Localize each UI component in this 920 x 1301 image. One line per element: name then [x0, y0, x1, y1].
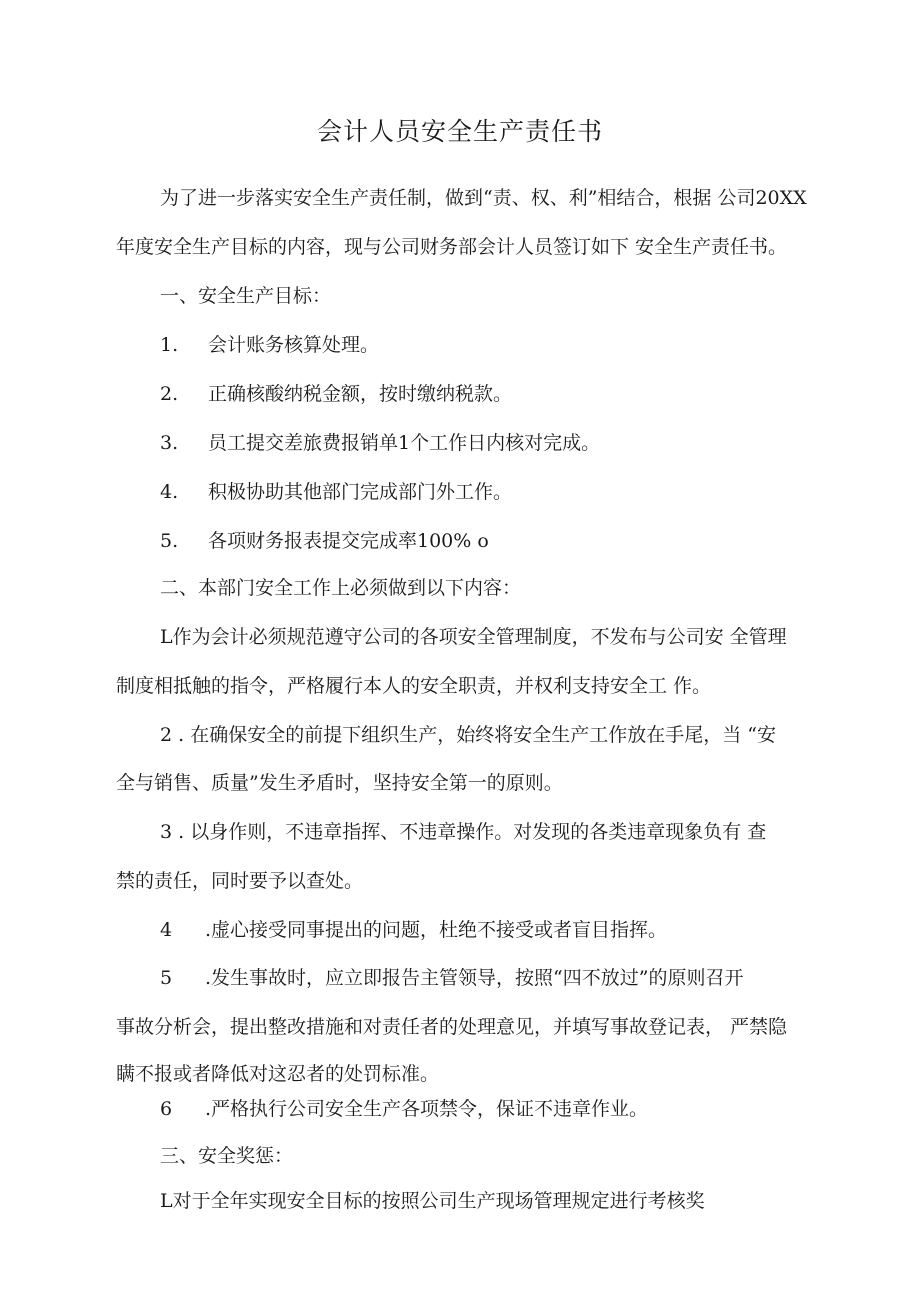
list-item-number: 2.: [160, 383, 179, 405]
section-2-paragraph-5-line-1: [160, 966, 743, 990]
list-item-number: 5.: [160, 530, 179, 552]
section-2-paragraph-3-line-1: 3 . 以身作则，不违章指挥、不违章操作。对发现的各类违章现象负有 查: [160, 821, 767, 843]
intro-line-2: 年度安全生产目标的内容，现与公司财务部会计人员签订如下 安全生产责任书。: [116, 236, 788, 258]
list-item-text: 正确核酸纳税金额，按时缴纳税款。: [208, 383, 513, 405]
paragraph-number: 6: [160, 1098, 173, 1120]
section-2-heading: 二、本部门安全工作上必须做到以下内容：: [160, 577, 522, 599]
section-2-paragraph-4: [160, 918, 667, 942]
paragraph-number: 5: [160, 967, 173, 989]
list-item-number: 3.: [160, 432, 179, 454]
intro-line-1: 为了进一步落实安全生产责任制，做到“责、权、利”相结合，根据 公司20XX: [160, 187, 807, 209]
section-3-paragraph-1-line-1: L对于全年实现安全目标的按照公司生产现场管理规定进行考核奖: [160, 1190, 705, 1212]
paragraph-text: .虚心接受同事提出的问题，杜绝不接受或者盲目指挥。: [205, 919, 668, 941]
list-item: [160, 431, 600, 455]
section-2-paragraph-2-line-2: 全与销售、质量”发生矛盾时，坚持安全第一的原则。: [116, 772, 563, 794]
paragraph-number: 4: [160, 919, 173, 941]
section-2-paragraph-6: [160, 1097, 648, 1121]
list-item-text: 各项财务报表提交完成率100% o: [208, 530, 489, 552]
section-2-paragraph-5-line-3: 瞒不报或者降低对这忍者的处罚标准。: [116, 1063, 440, 1085]
section-1-heading: 一、安全生产目标：: [160, 285, 332, 307]
section-2-paragraph-5-line-2: 事故分析会，提出整改措施和对责任者的处理意见，并填写事故登记表， 严禁隐: [116, 1016, 788, 1038]
list-item-number: 4.: [160, 481, 179, 503]
paragraph-text: .发生事故时，应立即报告主管领导，按照“四不放过”的原则召开: [205, 967, 744, 989]
page-title: 会计人员安全生产责任书: [316, 117, 603, 146]
paragraph-text: .严格执行公司安全生产各项禁令，保证不违章作业。: [205, 1098, 649, 1120]
list-item-text: 会计账务核算处理。: [208, 334, 380, 356]
section-2-paragraph-1-line-1: L作为会计必须规范遵守公司的各项安全管理制度，不发布与公司安 全管理: [160, 626, 787, 648]
section-2-paragraph-2-line-1: 2 . 在确保安全的前提下组织生产，始终将安全生产工作放在手尾，当 “安: [160, 724, 776, 746]
section-2-paragraph-3-line-2: 禁的责任，同时要予以查处。: [116, 870, 364, 892]
section-3-heading: 三、安全奖惩：: [160, 1145, 294, 1167]
list-item: [160, 333, 379, 357]
list-item-text: 积极协助其他部门完成部门外工作。: [208, 481, 513, 503]
list-item: [160, 529, 489, 553]
list-item-number: 1.: [160, 334, 179, 356]
list-item: [160, 480, 512, 504]
section-2-paragraph-1-line-2: 制度相抵触的指令，严格履行本人的安全职责，并权利支持安全工 作。: [116, 675, 712, 697]
list-item: [160, 382, 512, 406]
list-item-text: 员工提交差旅费报销单1个工作日内核对完成。: [208, 432, 601, 454]
